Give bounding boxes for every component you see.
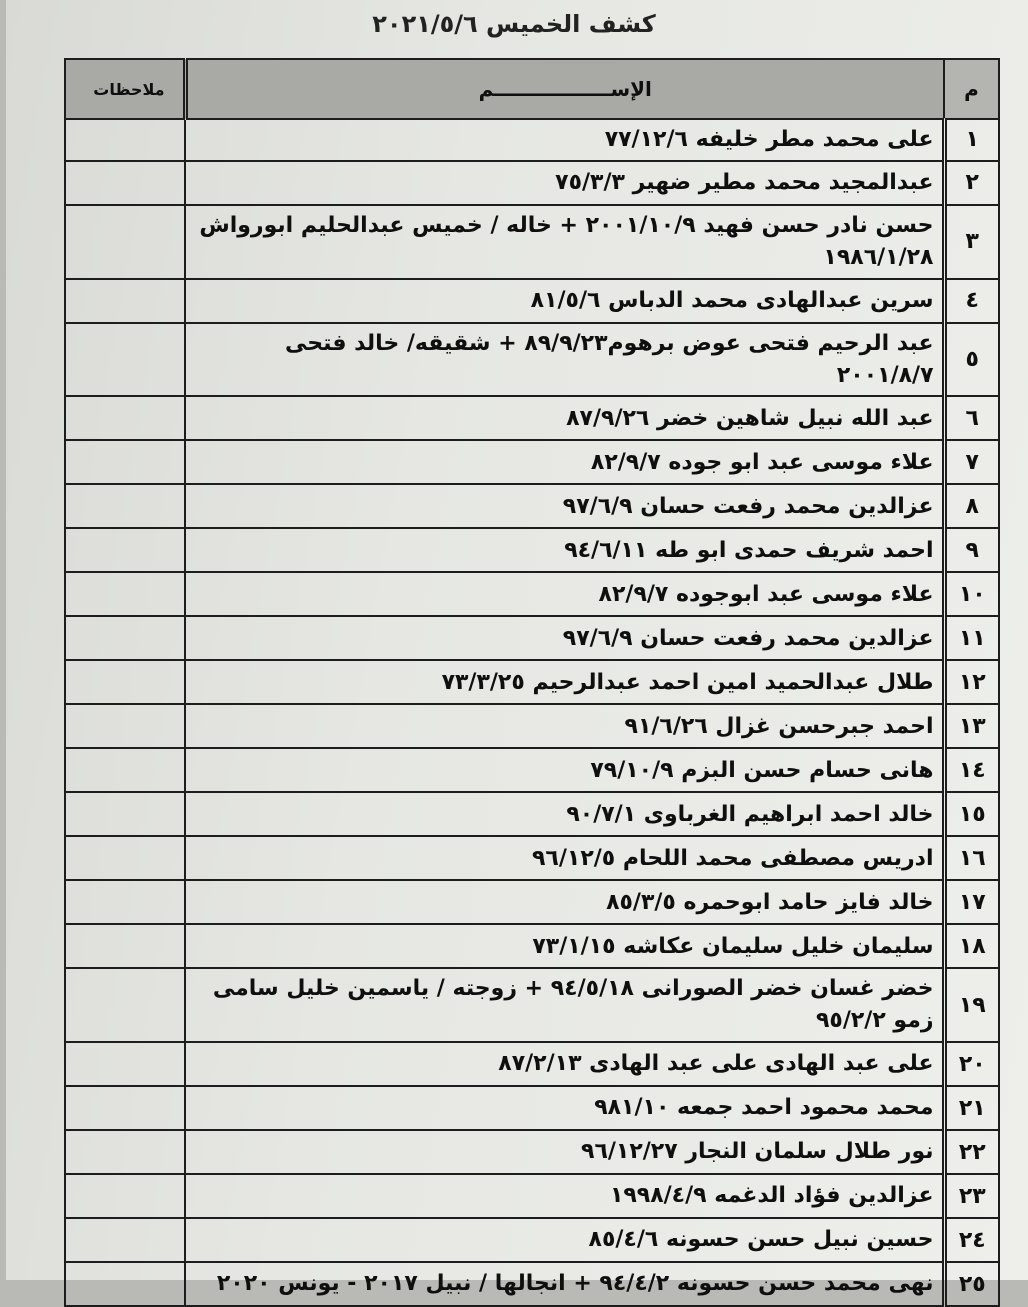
page-title: كشف الخميس ٢٠٢١/٥/٦	[372, 10, 656, 38]
table-row	[65, 205, 999, 279]
row-name: عزالدين محمد رفعت حسان ٩٧/٦/٩	[185, 484, 944, 528]
table-row	[65, 572, 999, 616]
header-number: م	[944, 59, 999, 119]
row-number: ١٦	[944, 836, 999, 880]
row-name: ادريس مصطفى محمد اللحام ٩٦/١٢/٥	[185, 836, 944, 880]
row-notes	[65, 1042, 185, 1086]
table-row	[65, 161, 999, 205]
row-notes	[65, 396, 185, 440]
table-row	[65, 924, 999, 968]
row-notes	[65, 205, 185, 279]
row-notes	[65, 279, 185, 323]
row-number: ٦	[944, 396, 999, 440]
row-notes	[65, 572, 185, 616]
row-number: ٢٣	[944, 1174, 999, 1218]
row-number: ١٠	[944, 572, 999, 616]
table-row	[65, 279, 999, 323]
table-row	[65, 1042, 999, 1086]
row-notes	[65, 440, 185, 484]
row-number: ٢٢	[944, 1130, 999, 1174]
row-name: عبد الله نبيل شاهين خضر ٨٧/٩/٢٦	[185, 396, 944, 440]
row-name: خالد فايز حامد ابوحمره ٨٥/٣/٥	[185, 880, 944, 924]
row-number: ١	[944, 119, 999, 161]
row-name: خضر غسان خضر الصورانى ٩٤/٥/١٨ + زوجته / ياسمين خليل سامى زمو ٩٥/٢/٢	[185, 968, 944, 1042]
row-number: ٢	[944, 161, 999, 205]
row-notes	[65, 968, 185, 1042]
row-number: ١٧	[944, 880, 999, 924]
row-name: حسن نادر حسن فهيد ٢٠٠١/١٠/٩ + خاله / خميس عبدالحليم ابورواش ١٩٨٦/١/٢٨	[185, 205, 944, 279]
table-row	[65, 440, 999, 484]
row-notes	[65, 924, 185, 968]
row-notes	[65, 792, 185, 836]
row-number: ٢١	[944, 1086, 999, 1130]
row-name: علاء موسى عبد ابو جوده ٨٢/٩/٧	[185, 440, 944, 484]
row-notes	[65, 660, 185, 704]
header-row	[65, 59, 999, 119]
row-number: ٥	[944, 323, 999, 397]
row-notes	[65, 1174, 185, 1218]
row-notes	[65, 161, 185, 205]
table-row	[65, 836, 999, 880]
row-name: احمد جبرحسن غزال ٩١/٦/٢٦	[185, 704, 944, 748]
table-row	[65, 528, 999, 572]
row-name: حسين نبيل حسن حسونه ٨٥/٤/٦	[185, 1218, 944, 1262]
row-notes	[65, 1130, 185, 1174]
row-notes	[65, 616, 185, 660]
row-notes	[65, 119, 185, 161]
table-row	[65, 792, 999, 836]
row-name: محمد محمود احمد جمعه ٩٨١/١٠	[185, 1086, 944, 1130]
row-notes	[65, 1218, 185, 1262]
row-name: عزالدين محمد رفعت حسان ٩٧/٦/٩	[185, 616, 944, 660]
row-number: ٢٤	[944, 1218, 999, 1262]
table-row	[65, 1130, 999, 1174]
table-row	[65, 1174, 999, 1218]
row-number: ١٥	[944, 792, 999, 836]
table-row	[65, 396, 999, 440]
row-name: هانى حسام حسن البزم ٧٩/١٠/٩	[185, 748, 944, 792]
table-row	[65, 119, 999, 161]
header-notes: ملاحظات	[65, 59, 185, 119]
table-row	[65, 616, 999, 660]
row-number: ١٣	[944, 704, 999, 748]
row-notes	[65, 323, 185, 397]
row-number: ١٢	[944, 660, 999, 704]
table-row	[65, 1086, 999, 1130]
table-row	[65, 968, 999, 1042]
row-notes	[65, 704, 185, 748]
row-number: ٣	[944, 205, 999, 279]
row-notes	[65, 836, 185, 880]
table-row	[65, 1262, 999, 1306]
row-name: خالد احمد ابراهيم الغرباوى ٩٠/٧/١	[185, 792, 944, 836]
row-name: سليمان خليل سليمان عكاشه ٧٣/١/١٥	[185, 924, 944, 968]
row-name: عبدالمجيد محمد مطير ضهير ٧٥/٣/٣	[185, 161, 944, 205]
row-number: ٨	[944, 484, 999, 528]
row-name: طلال عبدالحميد امين احمد عبدالرحيم ٧٣/٣/٢٥	[185, 660, 944, 704]
row-number: ٢٥	[944, 1262, 999, 1306]
row-notes	[65, 528, 185, 572]
row-name: نور طلال سلمان النجار ٩٦/١٢/٢٧	[185, 1130, 944, 1174]
row-number: ١١	[944, 616, 999, 660]
table-row	[65, 704, 999, 748]
row-name: على عبد الهادى على عبد الهادى ٨٧/٢/١٣	[185, 1042, 944, 1086]
row-name: عزالدين فؤاد الدغمه ١٩٩٨/٤/٩	[185, 1174, 944, 1218]
names-table	[64, 58, 1000, 1307]
table-row	[65, 660, 999, 704]
row-notes	[65, 748, 185, 792]
row-name: عبد الرحيم فتحى عوض برهوم٨٩/٩/٢٣ + شقيقه/ خالد فتحى ٢٠٠١/٨/٧	[185, 323, 944, 397]
row-number: ١٤	[944, 748, 999, 792]
row-notes	[65, 1262, 185, 1306]
row-notes	[65, 880, 185, 924]
header-name: الإســـــــــــــــــم	[185, 59, 944, 119]
row-name: سرين عبدالهادى محمد الدباس ٨١/٥/٦	[185, 279, 944, 323]
row-number: ١٨	[944, 924, 999, 968]
row-notes	[65, 484, 185, 528]
row-number: ٢٠	[944, 1042, 999, 1086]
row-name: على محمد مطر خليفه ٧٧/١٢/٦	[185, 119, 944, 161]
row-number: ٩	[944, 528, 999, 572]
table-row	[65, 1218, 999, 1262]
row-number: ٤	[944, 279, 999, 323]
row-number: ١٩	[944, 968, 999, 1042]
row-notes	[65, 1086, 185, 1130]
row-name: احمد شريف حمدى ابو طه ٩٤/٦/١١	[185, 528, 944, 572]
table-row	[65, 880, 999, 924]
table-row	[65, 484, 999, 528]
row-name: نهى محمد حسن حسونه ٩٤/٤/٢ + انجالها / نبيل ٢٠١٧ - يونس ٢٠٢٠	[185, 1262, 944, 1306]
row-name: علاء موسى عبد ابوجوده ٨٢/٩/٧	[185, 572, 944, 616]
table-row	[65, 323, 999, 397]
row-number: ٧	[944, 440, 999, 484]
table-row	[65, 748, 999, 792]
